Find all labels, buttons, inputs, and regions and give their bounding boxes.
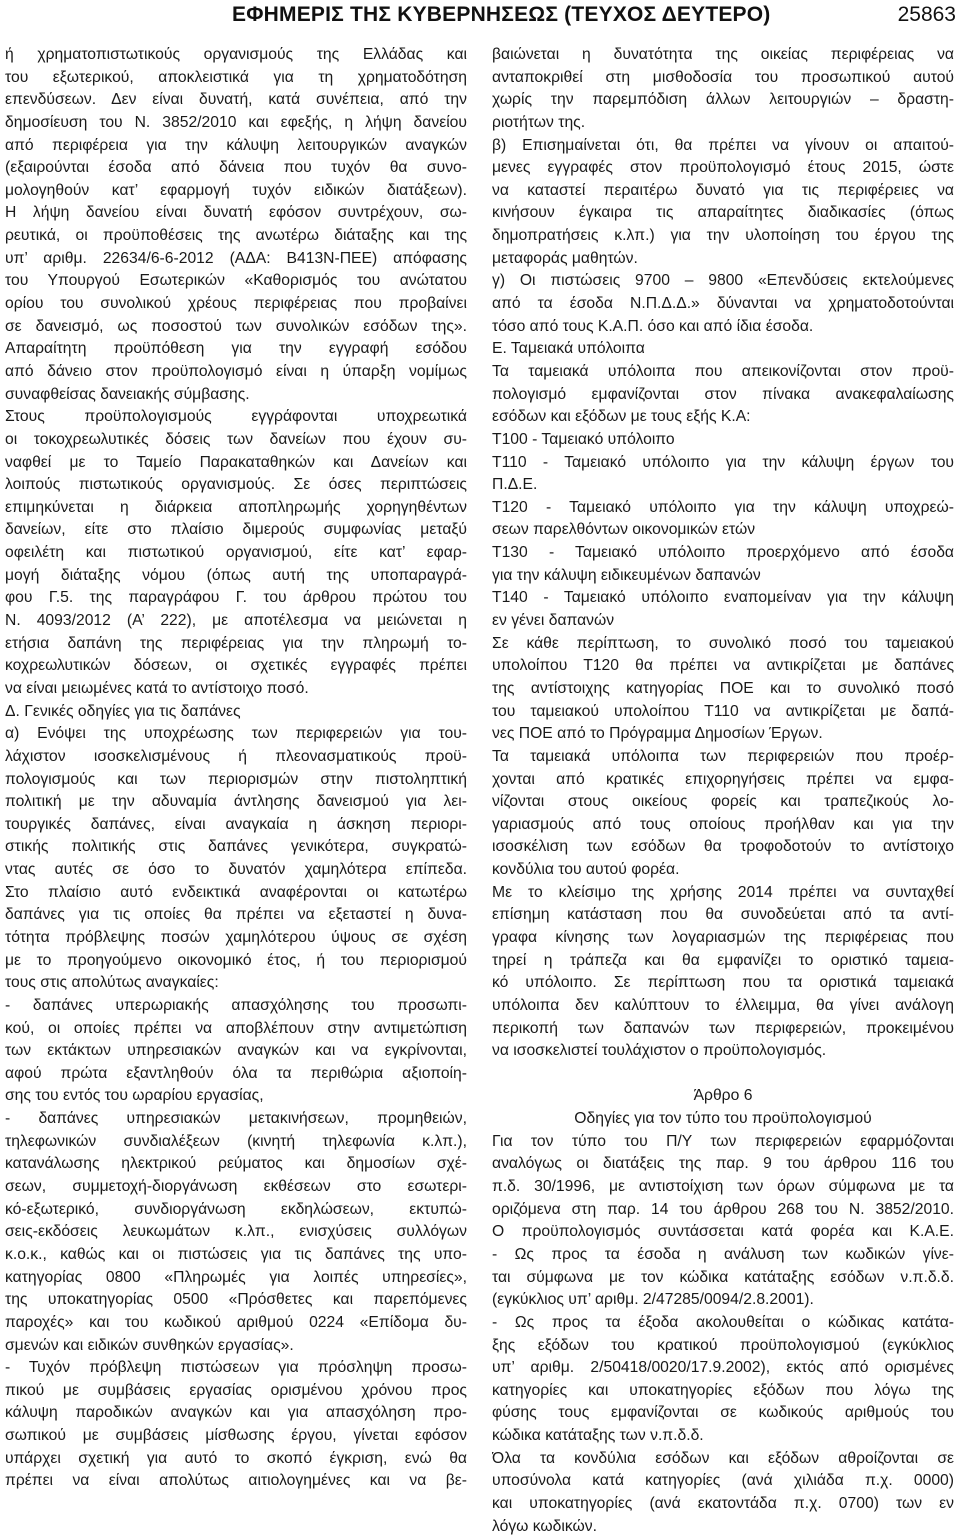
text-line: σωπικού με συμβάσεις μίσθωσης έργου, γίνεται εφόσον [5, 1427, 467, 1445]
text-line: συναφθείσας δανειακής σύμβασης. [5, 385, 250, 403]
gazette-title: ΕΦΗΜΕΡΙΣ ΤΗΣ ΚΥΒΕΡΝΗΣΕΩΣ (ΤΕΥΧΟΣ ΔΕΥΤΕΡΟ) [232, 3, 771, 26]
text-line: λάχιστον ισοσκελισμένους ή πλεονασματικούς προϋ‑ [5, 747, 467, 765]
text-line: υπάρχει σχετική για αυτό το σκοπό έγκριση, ενώ θα [5, 1449, 467, 1467]
text-line: γ) Οι πιστώσεις 9700 – 9800 «Επενδύσεις εκτελούμενες [492, 272, 954, 290]
text-line: να καταστεί περαιτέρω δυνατό για τις περιφέρειες να [492, 181, 954, 199]
text-line: οφειλέτη και πιστωτικού οργανισμού, είτε κατ’ εφαρ‑ [5, 544, 467, 562]
right-column [492, 44, 954, 1538]
text-line: κ.ο.κ., καθώς και οι πιστώσεις για τις δαπάνες της υπο‑ [5, 1245, 467, 1263]
text-line: σεων παρελθόντων οικονομικών ετών [492, 521, 756, 539]
text-line: τους στις απολύτως αναγκαίες: [5, 974, 219, 992]
text-line: ετήσια δαπάνη της περιφέρειας για την πληρωμή το‑ [5, 634, 467, 652]
text-line: περικοπή των δαπανών των περιφερειών, προκειμένου [492, 1019, 954, 1037]
left-column [5, 44, 467, 1493]
text-line: ‑ Ως προς τα έσοδα η ανάλυση των κωδικών γίνε‑ [492, 1245, 954, 1263]
text-line: του ταμειακού υπολοίπου Τ110 να αντικρίζεται με δαπά‑ [492, 702, 954, 720]
text-line: β) Επισημαίνεται ότι, θα πρέπει να γίνουν οι απαιτού‑ [492, 136, 954, 154]
text-line: κοχρεωλυτικών δόσεων, οι σχετικές εγγραφές πρέπει [5, 657, 467, 675]
text-line: Τα ταμειακά υπόλοιπα των περιφερειών που προέρ‑ [492, 747, 954, 765]
text-line: αφού πρώτα εξαντληθούν όλα τα περιθώρια αξιοποίη‑ [5, 1064, 467, 1082]
text-line: ορίου του συνολικού χρέους περιφέρειας που προβαίνει [5, 295, 467, 313]
text-line: γαριασμούς από τους οποίους προήλθαν και για την [492, 815, 954, 833]
text-line: τηρεί η τράπεζα και θα εμφανίζει το οριστικό ταμεια‑ [492, 951, 954, 969]
page-number: 25863 [897, 3, 956, 26]
text-line: Τ110 ‑ Ταμειακό υπόλοιπο για την κάλυψη έργων του [492, 453, 954, 471]
text-line: της αντίστοιχης κατηγορίας ΠΟΕ και το συνολικό ποσό [492, 679, 954, 697]
text-line: κό υπόλοιπο. Σε περίπτωση που τα οριστικά ταμειακά [492, 974, 954, 992]
text-line: ριοτήτων της. [492, 113, 586, 131]
text-line: νες ΠΟΕ από το Πρόγραμμα Δημοσίων Έργων. [492, 725, 823, 743]
text-line: ισοσκέλιση των εσόδων θα τροφοδοτούν το αντίστοιχο [492, 838, 954, 856]
text-line: τότητα πρόβλεψης ποσών χαμηλότερου ύψους σε σχέση [5, 928, 467, 946]
text-line: από περιφέρεια για την κάλυψη λειτουργικών αναγκών [5, 136, 467, 154]
text-line: παροχές» και του κωδικού αριθμού 0224 «Επίδομα δυ‑ [5, 1313, 467, 1331]
text-line: επίσημη κατάσταση που θα συνοδεύεται από τα αντί‑ [492, 906, 954, 924]
text-line: τόσο από τους Κ.Α.Π. όσο και από ίδια έσοδα. [492, 317, 814, 335]
text-line: σης του εντός του ωραρίου εργασίας, [5, 1087, 264, 1105]
text-line: Ε. Ταμειακά υπόλοιπα [492, 340, 645, 358]
text-line: κατανάλωσης ηλεκτρικού ρεύματος και δημοσίων σχέ‑ [5, 1155, 467, 1173]
text-line: Απαραίτητη προϋπόθεση για την εγγραφή εσόδου [5, 340, 467, 358]
text-line: αναλόγως οι διατάξεις της παρ. 9 του άρθρου 116 του [492, 1155, 954, 1173]
text-line: Σε κάθε περίπτωση, το συνολικό ποσό του ταμειακού [492, 634, 954, 652]
text-line: Τ130 ‑ Ταμειακό υπόλοιπο προερχόμενο από έσοδα [492, 544, 954, 562]
text-line: Στους προϋπολογισμούς εγγράφονται υποχρεωτικά [5, 408, 467, 426]
text-line: πικού με συμβάσεις εργασίας ορισμένου χρόνου προς [5, 1381, 467, 1399]
text-line: ται σύμφωνα με τον κώδικα κατάταξης εσόδων ν.π.δ.δ. [492, 1268, 954, 1286]
text-line: Τ120 ‑ Ταμειακό υπόλοιπο για την κάλυψη υποχρεώ‑ [492, 498, 954, 516]
text-line: πολογισμό εμφανίζονται στον πίνακα ανακεφαλαίωσης [492, 385, 954, 403]
text-line: ντας αυτές σε όσο το δυνατόν χαμηλότερα επίπεδα. [5, 861, 467, 879]
text-line: πρέπει να είναι απολύτως αιτιολογημένες και να βε‑ [5, 1472, 467, 1490]
text-line: λόγω κωδικών. [492, 1517, 598, 1535]
text-line: κινήσουν έγκαιρα τις απαραίτητες διαδικασίες (όπως [492, 204, 954, 222]
text-line: σεις‑εκδόσεις λευκωμάτων κ.λπ., ενισχύσεις συλλόγων [5, 1223, 467, 1241]
text-line: σμενών και ειδικών συνθηκών εργασίας». [5, 1336, 294, 1354]
text-line: Άρθρο 6 [693, 1087, 753, 1105]
text-line: πολιτική με την αδυναμία άντλησης δανεισμού για λει‑ [5, 793, 467, 811]
text-line: Η λήψη δανείου είναι δυνατή εφόσον συντρέχουν, σω‑ [5, 204, 467, 222]
text-line: Δ. Γενικές οδηγίες για τις δαπάνες [5, 702, 241, 720]
text-line: ‑ Ως προς τα έξοδα ακολουθείται ο κώδικας κατάτα‑ [492, 1313, 954, 1331]
text-line: δανείων, είτε στο πλαίσιο διμερούς συμφωνίας μεταξύ [5, 521, 467, 539]
text-line: α) Ενόψει της υποχρέωσης των περιφερειών για του‑ [5, 725, 467, 743]
text-line: του εξωτερικού, αποκλειστικά για τη χρηματοδότηση [5, 68, 467, 86]
text-line: (εξαιρούνται έσοδα από δάνεια που τυχόν θα συνο‑ [5, 159, 467, 177]
text-line: Στο πλαίσιο αυτό ενδεικτικά αναφέρονται οι κατωτέρω [5, 883, 467, 901]
text-line: ‑ Τυχόν πρόβλεψη πιστώσεων για πρόσληψη προσω‑ [5, 1359, 467, 1377]
text-line: επιμηκύνεται η διάρκεια αποπληρωμής χορηγηθέντων [5, 498, 467, 516]
text-line: από τα έσοδα Ν.Π.Δ.Δ.» δύνανται να χρηματοδοτούνται [492, 295, 954, 313]
text-line: Π.Δ.Ε. [492, 476, 538, 494]
text-line: χονται από κρατικές επιχορηγήσεις πρέπει να εμφα‑ [492, 770, 954, 788]
text-line: σεων, συμμετοχή‑διοργάνωση εκθέσεων στο εσωτερι‑ [5, 1178, 467, 1196]
text-line: κονδύλια του αυτού φορέα. [492, 861, 680, 879]
text-line: υπ’ αριθμ. 22634/6‑6‑2012 (ΑΔΑ: Β413Ν‑ΠΕΕ) απόφασης [5, 249, 467, 267]
text-line: δημοπρατήσεις κ.λπ.) για την υλοποίηση του έργου της [492, 227, 954, 245]
text-line: ναφθεί με το Ταμείο Παρακαταθηκών και Δανείων και [5, 453, 467, 471]
text-line: Με το κλείσιμο της χρήσης 2014 πρέπει να συνταχθεί [492, 883, 954, 901]
text-line: Οδηγίες για τον τύπο του προϋπολογισμού [574, 1110, 872, 1128]
text-line: υπολοίπου Τ120 θα πρέπει να αντικρίζεται με δαπάνες [492, 657, 954, 675]
text-line: λοιπούς πιστωτικούς οργανισμούς. Σε όσες περιπτώσεις [5, 476, 467, 494]
text-line: κού, οι οποίες πρέπει να αποβλέπουν στην αντιμετώπιση [5, 1019, 467, 1037]
text-line: γραφα κίνησης των λογαριασμών της περιφέρειας που [492, 928, 954, 946]
text-line: τηλεφωνικών συνδιαλέξεων (κινητή τηλεφωνία κ.λπ.), [5, 1132, 467, 1150]
text-line: οι τοκοχρεωλυτικές δόσεις των δανείων που έχουν συ‑ [5, 430, 467, 448]
text-line: κατηγορίας 0800 «Πληρωμές για λοιπές υπηρεσίες», [5, 1268, 467, 1286]
text-line: κάλυψη παροδικών αναγκών και για απασχόληση προ‑ [5, 1404, 467, 1422]
text-line: τουργικές δαπάνες, είναι αναγκαία η άσκηση περιορι‑ [5, 815, 467, 833]
text-line: ‑ δαπάνες υπηρεσιακών μετακινήσεων, προμηθειών, [5, 1110, 467, 1128]
text-line: για την κάλυψη ειδικευμένων δαπανών [492, 566, 761, 584]
text-line: φύσης τους εμφανίζονται σε κωδικούς αριθμούς του [492, 1404, 954, 1422]
text-line: να είναι μειωμένες κατά το αντίστοιχο ποσό. [5, 679, 309, 697]
text-line: οριζόμενα στη παρ. 14 του άρθρου 268 του Ν. 3852/2010. [492, 1200, 954, 1218]
text-line: Ν. 4093/2012 (Α’ 222), με αποτέλεσμα να μειώνεται η [5, 612, 467, 630]
text-line: και υποκατηγορίες (ανά εκατοντάδα π.χ. 0700) των εν [492, 1495, 954, 1512]
text-line: ανταποκριθεί στη μισθοδοσία του προσωπικού αυτού [492, 68, 954, 86]
text-line: της υποκατηγορίας 0500 «Πρόσθετες και παρεπόμενες [5, 1291, 467, 1309]
text-line: εσόδων και εξόδων με τους εξής Κ.Α: [492, 408, 751, 426]
text-line: υποσύνολα κατά κατηγορίες (ανά χιλιάδα π.χ. 0000) [492, 1472, 954, 1490]
text-line: Τ100 ‑ Ταμειακό υπόλοιπο [492, 430, 675, 448]
text-line: με το προηγούμενο οικονομικό έτος, ή του περιορισμού [5, 951, 467, 969]
text-line: κατηγορίες και υποκατηγορίες εξόδων που λόγω της [492, 1381, 954, 1399]
text-line: μολογηθούν κατ’ εφαρμογή τυχόν ειδικών διατάξεων). [5, 181, 467, 199]
text-line: Τα ταμειακά υπόλοιπα που απεικονίζονται στον προϋ‑ [492, 362, 954, 380]
text-line: των εκτάκτων υπηρεσιακών αναγκών και να εγκρίνονται, [5, 1042, 467, 1060]
text-line: δημοσίευση του Ν. 3852/2010 και εφεξής, η λήψη δανείου [5, 113, 467, 131]
text-line [492, 1063, 954, 1086]
text-line: ξης εξόδων του κρατικού προϋπολογισμού (εγκύκλιος [492, 1336, 954, 1354]
text-line: του Υπουργού Εσωτερικών «Καθορισμός του ανώτατου [5, 272, 467, 290]
text-line: εν γένει δαπανών [492, 612, 615, 630]
text-line: από δάνειο στον προϋπολογισμό είναι η ύπαρξη νομίμως [5, 362, 467, 380]
text-line: κώδικα κατάταξης των ν.π.δ.δ. [492, 1427, 704, 1445]
text-line: Τ140 ‑ Ταμειακό υπόλοιπο εναπομείναν για την κάλυψη [492, 589, 954, 607]
text-line: βαιώνεται η δυνατότητα της οικείας περιφέρειας να [492, 46, 954, 63]
text-line: π.δ. 30/1996, με αντιστοίχιση των όρων σύμφωνα με τα [492, 1178, 954, 1196]
text-line: να ισοσκελιστεί τουλάχιστον ο προϋπολογισμός. [492, 1042, 827, 1060]
page-header [0, 0, 960, 36]
text-line: ‑ δαπάνες υπερωριακής απασχόλησης του προσωπι‑ [5, 996, 467, 1014]
text-line: (εγκύκλιος υπ’ αριθμ. 2/47285/0094/2.8.2001). [492, 1291, 814, 1309]
text-line: ή χρηματοπιστωτικούς οργανισμούς της Ελλάδας και [5, 46, 467, 63]
text-line: νίζονται στους οικείους φορείς και τραπεζικούς λο‑ [492, 793, 954, 811]
text-line: φου Γ.5. της παραγράφου Γ. του άρθρου πρώτου του [5, 589, 467, 607]
text-line: μενες εγγραφές στον προϋπολογισμό έτους 2015, ώστε [492, 159, 954, 177]
text-line: Ο προϋπολογισμός συντάσσεται κατά φορέα και Κ.Α.Ε. [492, 1223, 954, 1241]
text-line: Όλα τα κονδύλια εσόδων και εξόδων αθροίζονται σε [492, 1449, 954, 1467]
text-line: στικής πολιτικής στις δαπάνες γενικότερα, συγκρατώ‑ [5, 838, 467, 856]
text-line: Για τον τύπο του Π/Υ των περιφερειών εφαρμόζονται [492, 1132, 954, 1150]
text-line: ρευτικά, οι προϋποθέσεις της ανωτέρω διάταξης και της [5, 227, 467, 245]
text-line: δαπάνες για τις οποίες θα πρέπει να εξεταστεί η δυνα‑ [5, 906, 467, 924]
text-line: χωρίς την παρεμπόδιση άλλων λειτουργιών – δραστη‑ [492, 91, 954, 109]
text-line: μεταφοράς μαθητών. [492, 249, 638, 267]
text-line: μογή διάταξης νόμου (όπως αυτή της υποπαραγρά‑ [5, 566, 467, 584]
text-line: πολογισμούς και των περιορισμών στην πιστοληπτική [5, 770, 467, 788]
text-line: επενδύσεων. Δεν είναι δυνατή, κατά συνέπεια, από την [5, 91, 467, 109]
text-line: σε δανεισμό, ως ποσοστού των συνολικών εσόδων της». [5, 317, 467, 335]
text-line: υπόλοιπα δεν καλύπτουν το έλλειμμα, θα γίνει ανάλογη [492, 996, 954, 1014]
text-line: υπ’ αριθμ. 2/50418/0020/17.9.2002), εκτός από ορισμένες [492, 1359, 954, 1377]
text-line: κό‑εξωτερικό, συνδιοργάνωση εκδηλώσεων, εκτυπώ‑ [5, 1200, 467, 1218]
